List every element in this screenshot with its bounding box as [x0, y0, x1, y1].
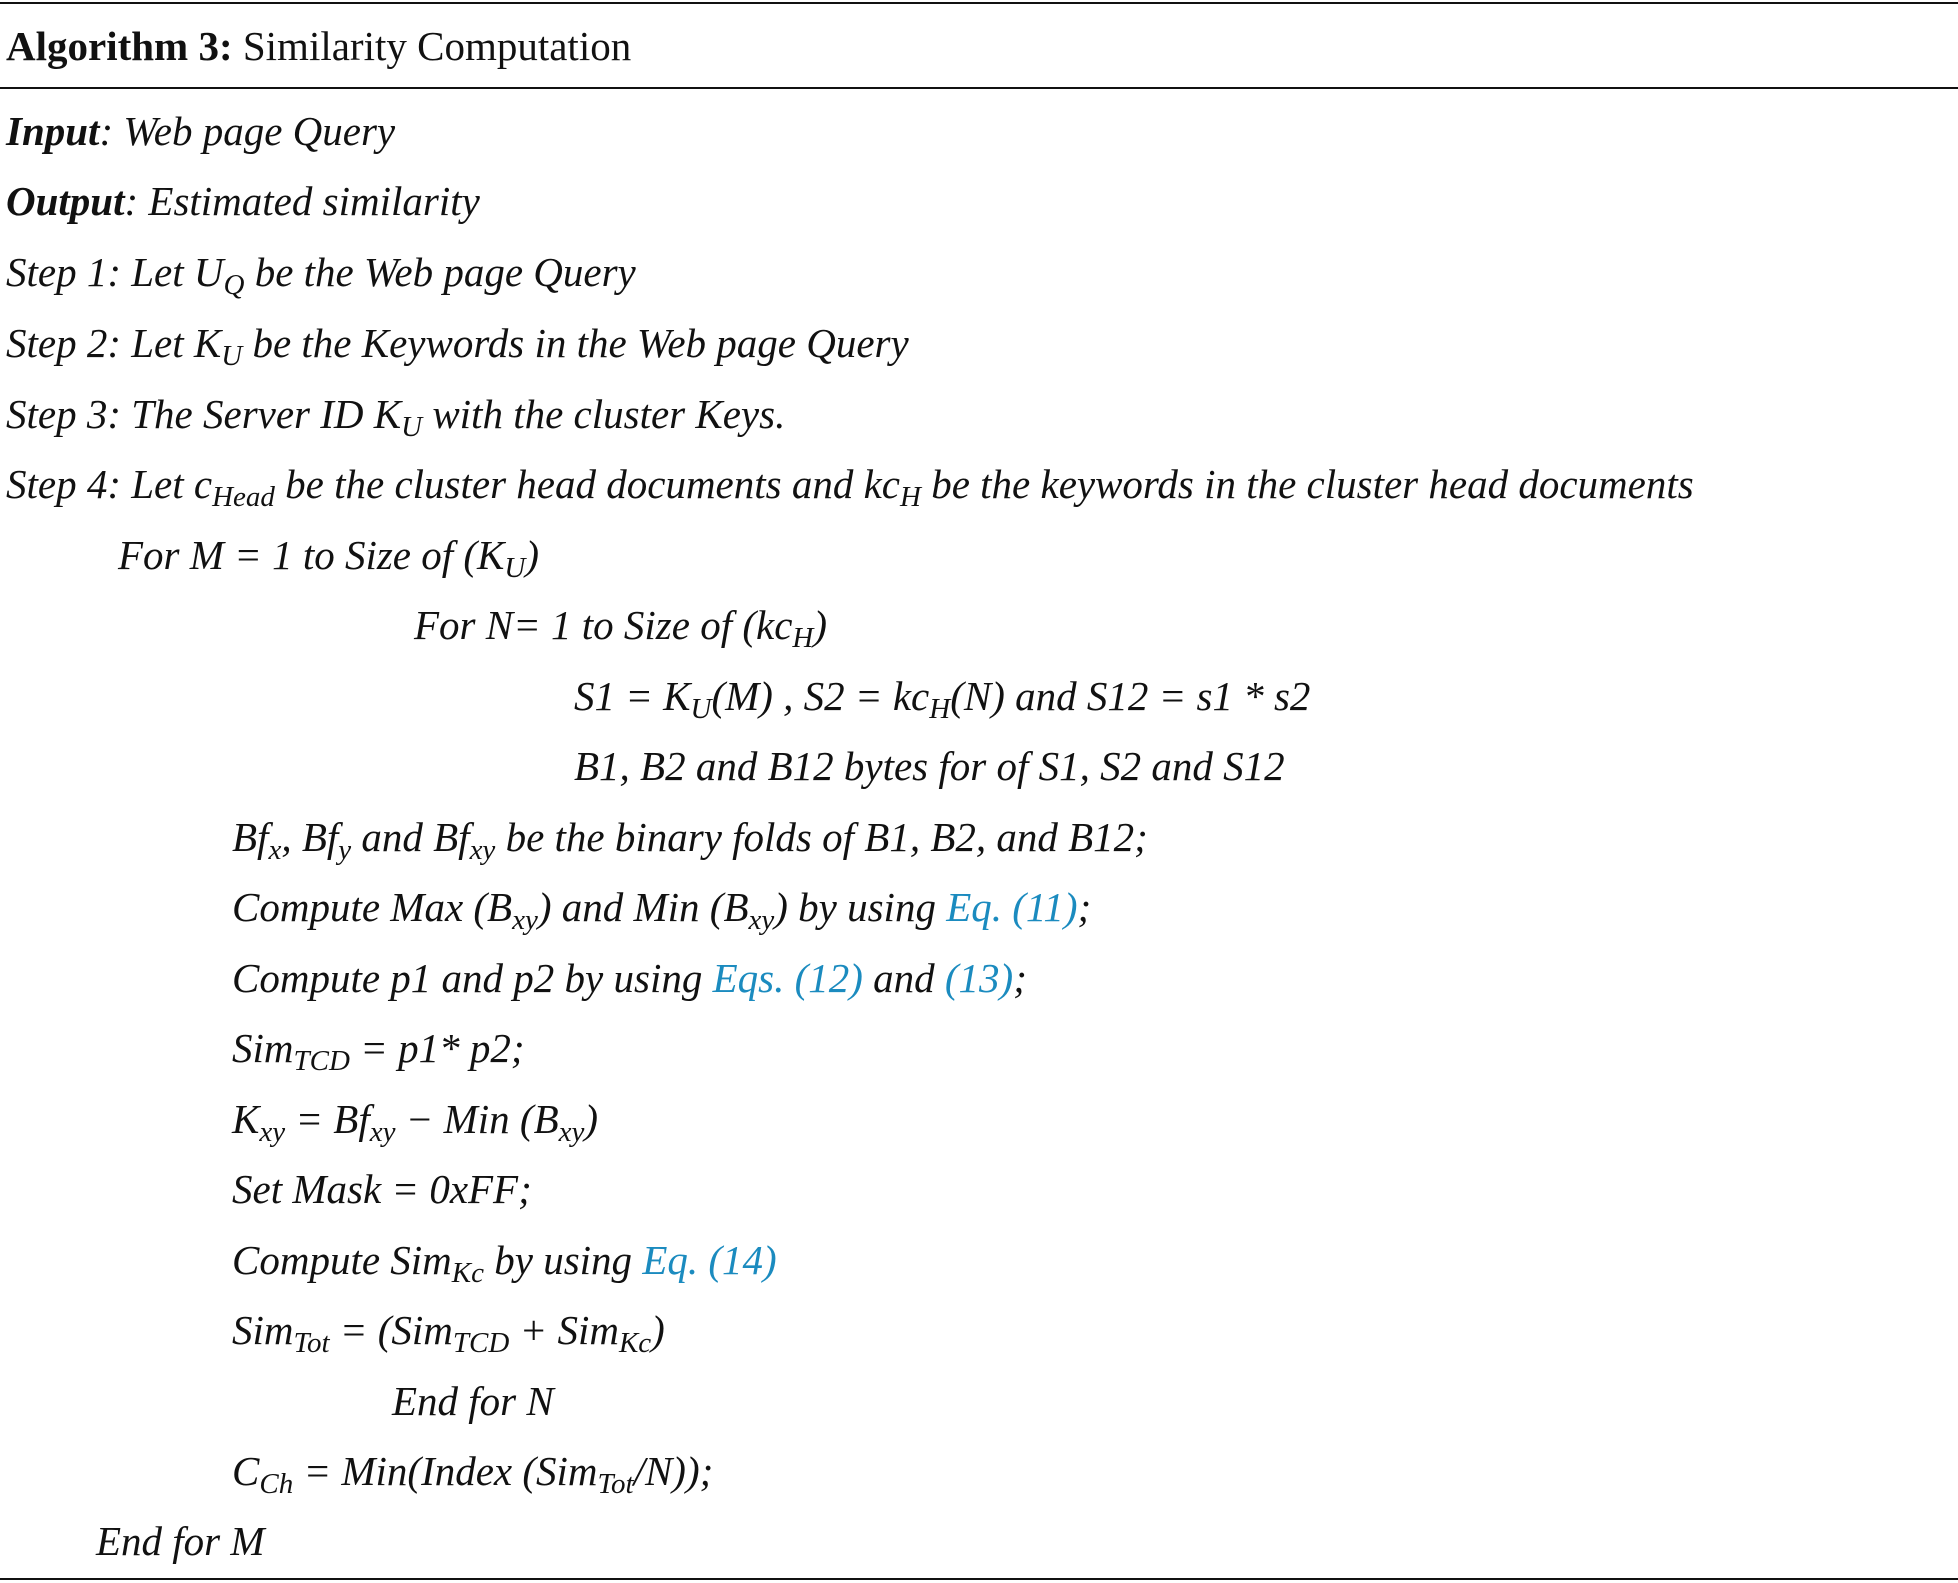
step-1-text-end: be the Web page Query	[244, 249, 636, 295]
algorithm-title	[6, 23, 632, 69]
simtot-sub-tot: Tot	[293, 1327, 330, 1360]
output-key: Output	[6, 178, 125, 224]
assign-sub-h: H	[929, 693, 951, 726]
for-m-sub: U	[504, 552, 526, 585]
step-3-text: Step 3: The Server ID K	[6, 391, 402, 437]
end-for-m-text: End for M	[96, 1518, 265, 1564]
input-value: : Web page Query	[99, 108, 396, 154]
simtcd-line	[232, 1025, 525, 1078]
simtcd-sim: Sim	[232, 1025, 294, 1071]
eq-12-link[interactable]: Eqs. (12)	[712, 955, 863, 1001]
simtcd-text-end: = p1* p2;	[349, 1025, 525, 1071]
simkc-text: Compute Sim	[232, 1237, 452, 1283]
output-value: : Estimated similarity	[124, 178, 480, 224]
binary-folds-line	[232, 814, 1148, 867]
folds-sub-y: y	[338, 834, 352, 867]
step-4-sub-h: H	[900, 481, 921, 514]
minmax-text-end: ;	[1077, 884, 1092, 930]
mask-text: Set Mask = 0xFF;	[232, 1166, 532, 1212]
folds-bfx: Bf	[232, 814, 269, 860]
output-line	[6, 178, 480, 224]
step-2-text: Step 2: Let K	[6, 320, 222, 366]
cch-sub-ch: Ch	[259, 1468, 294, 1501]
kxy-end: )	[584, 1096, 599, 1142]
for-n-loop	[414, 602, 827, 655]
bytes-text: B1, B2 and B12 bytes for of S1, S2 and S12	[574, 743, 1285, 789]
step-4-text: Step 4: Let c	[6, 461, 213, 507]
p1p2-and: and	[862, 955, 945, 1001]
step-1-sub: Q	[223, 269, 245, 302]
eq-11-link[interactable]: Eq. (11)	[946, 884, 1078, 930]
step-3-sub: U	[401, 411, 423, 444]
for-n-sub: H	[792, 622, 814, 655]
cch-min: = Min(Index (Sim	[293, 1448, 598, 1494]
kxy-bf: = Bf	[285, 1096, 370, 1142]
simtot-sub-tcd: TCD	[452, 1327, 510, 1360]
for-m-end: )	[525, 532, 540, 578]
kxy-sub-3: xy	[558, 1116, 585, 1149]
assign-line	[574, 673, 1311, 726]
top-rule	[0, 2, 1958, 4]
simkc-sub: Kc	[451, 1257, 485, 1290]
folds-sub-xy: xy	[469, 834, 496, 867]
folds-bfxy: and Bf	[351, 814, 470, 860]
step-2-sub: U	[221, 340, 243, 373]
p1p2-text: Compute p1 and p2 by using	[232, 955, 713, 1001]
step-1	[6, 249, 636, 302]
simkc-by: by using	[484, 1237, 643, 1283]
input-line	[6, 108, 396, 154]
kxy-line	[232, 1096, 599, 1149]
folds-sub-x: x	[268, 834, 282, 867]
p1p2-line	[232, 955, 1027, 1001]
simtcd-sub: TCD	[293, 1045, 350, 1078]
cch-end: /N));	[633, 1448, 714, 1494]
step-2-text-end: be the Keywords in the Web page Query	[242, 320, 909, 366]
kxy-sub-1: xy	[259, 1116, 286, 1149]
eq-13-link[interactable]: (13)	[944, 955, 1014, 1001]
step-3	[6, 391, 786, 444]
kxy-sub-2: xy	[369, 1116, 396, 1149]
for-m-text: For M = 1 to Size of (K	[118, 532, 505, 578]
cch-line	[232, 1448, 714, 1501]
assign-s2: (M) , S2 = kc	[711, 673, 930, 719]
cch-sub-tot: Tot	[597, 1468, 634, 1501]
header-rule	[0, 87, 1958, 89]
step-1-text: Step 1: Let U	[6, 249, 224, 295]
minmax-text-mid: ) and Min (B	[537, 884, 749, 930]
algorithm-label: Algorithm 3:	[6, 23, 233, 69]
for-m-loop	[118, 532, 540, 585]
step-3-text-end: with the cluster Keys.	[422, 391, 786, 437]
bytes-line	[574, 743, 1285, 789]
folds-bfy: , Bf	[281, 814, 339, 860]
assign-sub-u: U	[690, 693, 712, 726]
algorithm-name: Similarity Computation	[242, 23, 632, 69]
assign-s1: S1 = K	[574, 673, 691, 719]
step-4-text-end: be the keywords in the cluster head documents	[920, 461, 1694, 507]
step-4-text-mid: be the cluster head documents and kc	[274, 461, 900, 507]
simkc-line	[232, 1237, 777, 1290]
assign-s12: (N) and S12 = s1 * s2	[950, 673, 1311, 719]
step-2	[6, 320, 909, 373]
p1p2-end: ;	[1013, 955, 1027, 1001]
simtot-sim: Sim	[232, 1307, 294, 1353]
end-for-n-line	[392, 1378, 554, 1424]
folds-text-end: be the binary folds of B1, B2, and B12;	[495, 814, 1148, 860]
end-for-n-text: End for N	[392, 1378, 554, 1424]
input-key: Input	[6, 108, 100, 154]
minmax-text: Compute Max (B	[232, 884, 513, 930]
step-4	[6, 461, 1694, 514]
minmax-line	[232, 884, 1092, 937]
bottom-rule	[0, 1578, 1958, 1580]
cch-c: C	[232, 1448, 260, 1494]
end-for-m-line	[96, 1518, 265, 1564]
simtot-line	[232, 1307, 665, 1360]
minmax-sub-1: xy	[512, 904, 538, 937]
simtot-open: = (Sim	[329, 1307, 453, 1353]
kxy-k: K	[232, 1096, 260, 1142]
step-4-sub-head: Head	[212, 481, 275, 514]
simtot-plus: + Sim	[509, 1307, 619, 1353]
minmax-text-by: ) by using	[774, 884, 947, 930]
simtot-close: )	[651, 1307, 665, 1353]
for-n-end: )	[813, 602, 827, 648]
kxy-min: − Min (B	[395, 1096, 559, 1142]
mask-line	[232, 1166, 532, 1212]
minmax-sub-2: xy	[748, 904, 775, 937]
for-n-text: For N= 1 to Size of (kc	[414, 602, 793, 648]
simtot-sub-kc: Kc	[618, 1327, 652, 1360]
eq-14-link[interactable]: Eq. (14)	[642, 1237, 777, 1283]
